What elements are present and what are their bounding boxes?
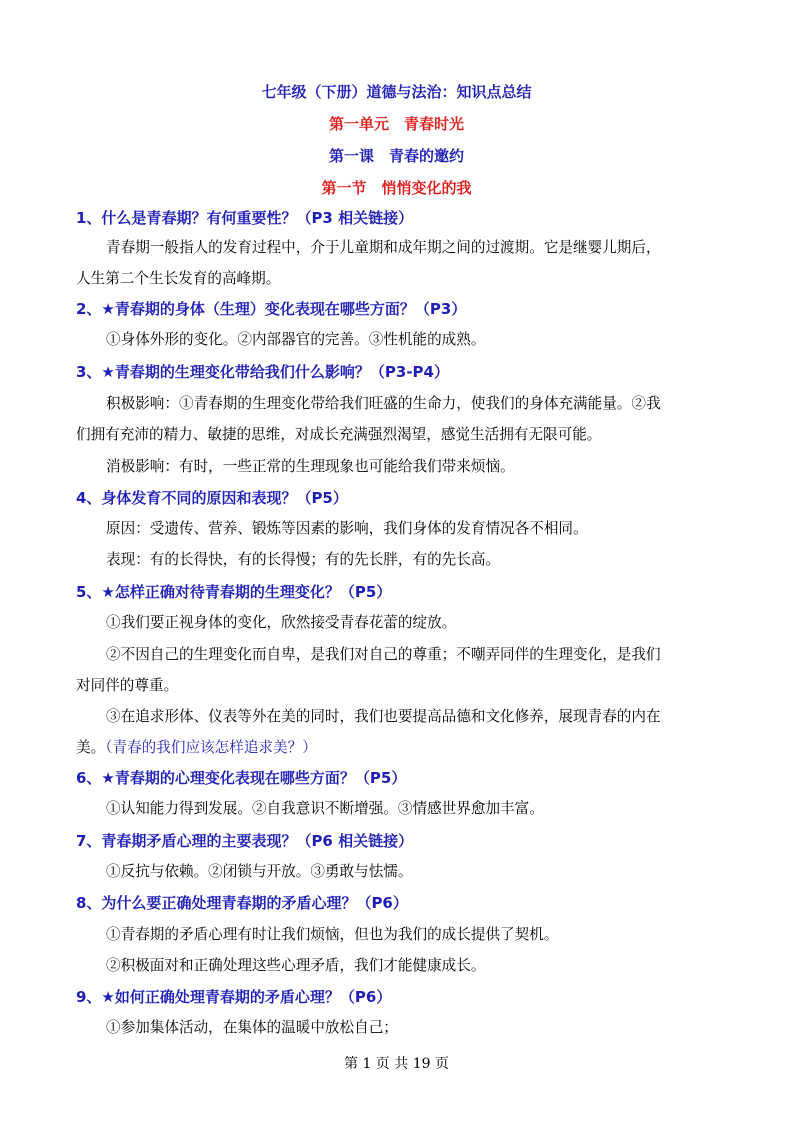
answer-line: 原因：受遗传、营养、锻炼等因素的影响，我们身体的发育情况各不相同。: [106, 520, 588, 537]
answer-line: 积极影响：①青春期的生理变化带给我们旺盛的生命力，使我们的身体充满能量。②我: [106, 395, 661, 412]
lesson-heading: 第一课 青春的邀约: [328, 147, 464, 165]
answer-line: ②积极面对和正确处理这些心理矛盾，我们才能健康成长。: [106, 957, 486, 974]
related-question-note: （青春的我们应该怎样追求美？）: [105, 739, 317, 756]
answer-line: ①认知能力得到发展。②自我意识不断增强。③情感世界愈加丰富。: [106, 800, 544, 817]
question-5: 5、★怎样正确对待青春期的生理变化？（P5）: [76, 583, 392, 601]
question-9: 9、★如何正确处理青春期的矛盾心理？（P6）: [76, 988, 392, 1006]
answer-line: 消极影响：有时，一些正常的生理现象也可能给我们带来烦恼。: [106, 458, 515, 475]
answer-line: 表现：有的长得快，有的长得慢；有的先长胖，有的先长高。: [106, 551, 501, 568]
answer-line: 对同伴的尊重。: [76, 677, 179, 694]
answer-line: 人生第二个生长发育的高峰期。: [76, 270, 281, 287]
question-8: 8、为什么要正确处理青春期的矛盾心理？（P6）: [76, 894, 408, 912]
question-2: 2、★青春期的身体（生理）变化表现在哪些方面？（P3）: [76, 300, 467, 318]
unit-heading: 第一单元 青春时光: [328, 115, 464, 133]
question-4: 4、身体发育不同的原因和表现？（P5）: [76, 489, 348, 507]
answer-line: ①参加集体活动，在集体的温暖中放松自己；: [106, 1019, 398, 1036]
question-3: 3、★青春期的生理变化带给我们什么影响？（P3-P4）: [76, 363, 449, 381]
answer-line: 青春期一般指人的发育过程中，介于儿童期和成年期之间的过渡期。它是继婴儿期后，: [106, 239, 661, 256]
answer-line: 们拥有充沛的精力、敏捷的思维，对成长充满强烈渴望，感觉生活拥有无限可能。: [76, 426, 602, 443]
answer-line: 美。（青春的我们应该怎样追求美？）: [76, 739, 317, 756]
answer-line: ①身体外形的变化。②内部器官的完善。③性机能的成熟。: [106, 331, 486, 348]
answer-line: ①反抗与依赖。②闭锁与开放。③勇敢与怯懦。: [106, 863, 413, 880]
answer-line: ①我们要正视身体的变化，欣然接受青春花蕾的绽放。: [106, 614, 457, 631]
answer-line: ①青春期的矛盾心理有时让我们烦恼，但也为我们的成长提供了契机。: [106, 926, 559, 943]
answer-line: ③在追求形体、仪表等外在美的同时，我们也要提高品德和文化修养，展现青春的内在: [106, 708, 661, 725]
question-6: 6、★青春期的心理变化表现在哪些方面？（P5）: [76, 769, 407, 787]
question-1: 1、什么是青春期？有何重要性？（P3 相关链接）: [76, 209, 414, 227]
answer-line: ②不因自己的生理变化而自卑，是我们对自己的尊重；不嘲弄同伴的生理变化，是我们: [106, 646, 661, 663]
section-heading: 第一节 悄悄变化的我: [321, 179, 472, 197]
question-7: 7、青春期矛盾心理的主要表现？（P6 相关链接）: [76, 832, 414, 850]
page-number-footer: 第 1 页 共 19 页: [344, 1056, 449, 1072]
document-title: 七年级（下册）道德与法治：知识点总结: [261, 83, 532, 101]
